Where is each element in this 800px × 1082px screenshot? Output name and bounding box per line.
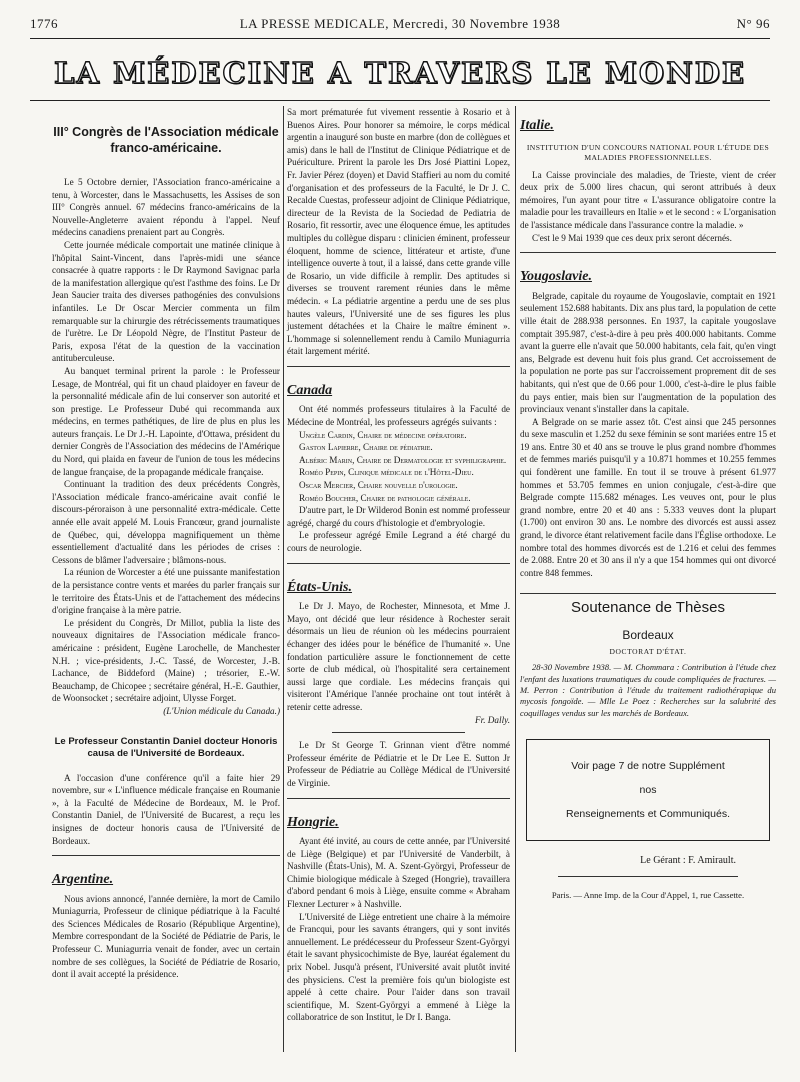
paragraph: Le Dr J. Mayo, de Rochester, Minnesota, et Mme J. Mayo, ont décidé que leur résidence à Rochester serait désormais un lieu de réunion où les médecins pourraient échanger des idées pour le bénéfice de l'humanité ». Une fondation particulière assure le fonctionnement de cette sorte de club médical, où l'hospitalité sera certainement aussi large que cordiale. Les médecins français qui visiteront l'Amérique l'année prochaine ont tout intérêt à retenir cette adresse. xyxy=(287,601,510,712)
separator xyxy=(287,366,510,367)
supplement-line: nos xyxy=(639,784,657,797)
country-heading: Hongrie. xyxy=(287,814,339,830)
paragraph: A l'occasion d'une conférence qu'il a faite hier 29 novembre, sur « L'influence médicale française en Roumanie », à la Faculté de Médecine de Bordeaux, M. le Prof. Constantin Daniel, de l'Université de Bucarest, a reçu les insignes de docteur honoris causa de l'Université de Bordeaux. xyxy=(52,772,280,846)
separator xyxy=(287,798,510,799)
paragraph: Nous avions annoncé, l'année dernière, la mort de Camilo Muniagurria, Professeur de clinique pédiatrique à la Faculté des Sciences Médicales de Rosario (République Argentine), Membre correspondant de la Société de Pédiatrie de Paris, le Professeur C. Muniagurria venait de fonder, avec un certain nombre de ses collègues, la Société de Pédiatrie de Rosario, dont il avait accepté la présidence. xyxy=(52,893,280,980)
article-title: III° Congrès de l'Association médicale franco-américaine. xyxy=(53,125,279,155)
journal-title: LA PRESSE MEDICALE, Mercredi, 30 Novembre 1938 xyxy=(239,16,561,31)
paragraph: Au banquet terminal prirent la parole : le Professeur Lesage, de Montréal, qui fit un chaud plaidoyer en faveur de la personnalité médicale afin de lui conserver son autorité et son prestige. Le Professeur Dubé qui recommanda aux médecins, en termes pathétiques, de lire de plus en plus les auteurs français. Le Dr J.-H. Lapointe, d'Ottawa, président du dernier Congrès de l'Association des médecins de l'Amérique du Nord, qui plaida en faveur de l'union de tous les médecins de langue française, de la propagande médicale française. xyxy=(52,365,280,477)
column-right xyxy=(520,106,776,901)
theses-heading: Soutenance de Thèses xyxy=(570,599,725,617)
column-middle xyxy=(287,106,510,1024)
paragraph: Le 5 Octobre dernier, l'Association franco-américaine a tenu, à Worcester, dans le Massachusetts, les Assises de son III° Congrès annuel. 67 médecins franco-américains de la Nouvelle-Angleterre avaient répondu à l'appel. Neuf médecins canadiens prenaient part au Congrès. xyxy=(52,177,280,238)
supplement-box xyxy=(526,739,770,841)
paragraph: L'Université de Liège entretient une chaire à la mémoire de Francqui, pour les savants étrangers, qui y sont invités annuellement. Le prédécesseur du Professeur Szent-Györgyi était le savant physicochimiste de Bye, lauréat également du prix Nobel. Jusqu'à présent, l'Université avait plutôt invité des physiciens. C'est la première fois qu'un biologiste est appelé à cette chaire. Pour l'aider dans son travail scientifique, M. Szent-Györgyi a emmené à Liège la collaboratrice de son Institut, le Dr I. Banga. xyxy=(287,911,510,1023)
list-item: Ungèle Cardin, Chaire de médecine opératoire. xyxy=(299,429,467,440)
paragraph: Continuant la tradition des deux précédents Congrès, l'Association médicale franco-américaine avait confié le discours-péroraison à une personnalité extra-médicale. Cette année elle avait appelé M. Louis Francœur, grand journaliste de Québec, qui, développa magnifiquement un thème essentiellement d'actualité dans les périodes de crises : Cessons de blâmer l'adversaire ; blâmons-nous. xyxy=(52,479,280,565)
header-rule xyxy=(30,38,770,39)
paragraph: Cette journée médicale comportait une matinée clinique à l'hôpital Saint-Vincent, dans l'après-midi une séance consacrée à quatre rapports : le Dr Raymond Savignac parla de la manifestation allergique qu'est l'asthme des foins. Le Dr Jean Saucier traita des diverses pathogénies des convulsions infantiles. Le Dr Oscar Mercier commenta un film remarquable sur la chirurgie des rétrécissements traumatiques de l'urètre. Le Dr Léopold Nègre, de l'Institut Pasteur de Paris, exposa l'état de la question de la vaccination antituberculeuse. xyxy=(52,239,280,364)
separator xyxy=(558,876,737,877)
paragraph: Ayant été invité, au cours de cette année, par l'Université de Liège (Belgique) et par l'Université de Vanderbilt, à Nashville (États-Unis), M. A. Szent-Györgyi, Professeur de Chimie biologique médicale à Szeged (Hongrie), travaillera d'abord pendant 6 mois à Liège, ensuite comme « Abraham Flexner Lecturer » à Nashville. xyxy=(287,836,510,910)
column-divider xyxy=(283,106,284,1052)
subheading: INSTITUTION D'UN CONCOURS NATIONAL POUR L'ÉTUDE DES MALADIES PROFESSIONNELLES. xyxy=(526,142,770,162)
list-item: Oscar Mercier, Chaire nouvelle d'urologie. xyxy=(299,480,458,491)
paragraph: Ont été nommés professeurs titulaires à la Faculté de Médecine de Montréal, les professeurs agrégés suivants : xyxy=(287,404,510,428)
country-heading: Yougoslavie. xyxy=(520,269,592,285)
paragraph: Sa mort prématurée fut vivement ressentie à Rosario et à Buenos Aires. Pour honorer sa mémoire, le corps médical argentin a inauguré son buste en marbre (don de collègues et amis) dans le hall de l'Institut de Clinique Pédiatrique et de Puériculture. Prirent la parole les Drs José Piattini Lopez, Fr. Javier Pérez (doyen) et David Staffieri au nom du comité d'organisation et des professeurs de la Faculté, le Dr J. C. Recalde Cuestas, professeur adjoint de Clinique Pédiatrique, directeur de la Revista de la Sociedad de Pediatria de Rosario, fit ressortir, avec une éloquence émue, les aptitudes multiples du collègue disparu : clinicien éminent, professeur éloquent, homme de science, littérateur et artiste, d'une intelligence ouverte à tout, il a laissé, dans cette grande ville de Rosario, un vide difficile à remplir. Des aptitudes si diverses se trouvent rarement réunies dans le même médecin. « La pédiatrie argentine a perdu une de ses plus hautes valeurs, l'Université une de ses figures les plus justement détachées et la Chaire le maître éminent ». L'hommage si solennellement rendu à Camilo Muniagurria était largement mérité. xyxy=(287,107,510,357)
publisher-manager: Le Gérant : F. Amirault. xyxy=(640,855,736,867)
country-heading: États-Unis. xyxy=(287,579,352,595)
paragraph: A Belgrade on se marie assez tôt. C'est ainsi que 245 personnes du sexe masculin et 1.252 du sexe féminin se sont mariées entre 15 et 19 ans. Entre 30 et 40 ans se trouve le plus grand nombre d'hommes et de femmes mariés puisqu'il y a 10.871 hommes et 10.255 femmes qui fondèrent une famille. En tout il se trouve à présent 61.977 hommes et 53.705 femmes en union conjugale, c'est-à-dire que Belgrade compte 115.682 ménages. Les veuves ont, pour le plus grand nombre, entre 20 et 40 ans : 5.333 veuves dont la plupart (1.700) ont environ 30 ans. Le nombre des divorcés est aussi assez grand, le divorce étant relativement facile dans l'Église orthodoxe. Le nombre total des hommes divorcés est de 1.216 et celui des femmes de 2.088. Entre 20 et 30 ans il n'y a que 154 hommes qui ont divorcé contre 848 femmes. xyxy=(520,416,776,578)
article-title: Le Professeur Constantin Daniel docteur Honoris causa de l'Université de Bordeaux. xyxy=(54,735,278,759)
paragraph: Le professeur agrégé Emile Legrand a été chargé du cours de neurologie. xyxy=(287,530,510,553)
supplement-line: Renseignements et Communiqués. xyxy=(565,808,730,821)
issue-number: N° 96 xyxy=(736,16,770,31)
page-header xyxy=(30,16,770,36)
separator xyxy=(287,563,510,564)
list-item: Roméo Pepin, Clinique médicale de l'Hôtel-Dieu. xyxy=(299,467,474,478)
list-item: Roméo Boucher, Chaire de pathologie générale. xyxy=(299,492,471,503)
banner-rule xyxy=(30,100,770,101)
theses-list: 28-30 Novembre 1938. — M. Chommara : Contribution à l'étude chez l'enfant des luxations traumatiques du coude compliquées de fractures. — M. Perron : Contribution à l'étude du traitement radiothérapique du mycosis fongoïde. — Mlle Le Poez : Recherches sur la salubrité des coquillages vendus sur les marchés de Bordeaux. xyxy=(520,662,776,718)
country-heading: Canada xyxy=(287,382,333,398)
article-author: Fr. Dally. xyxy=(475,714,510,725)
paragraph: Belgrade, capitale du royaume de Yougoslavie, comptait en 1921 seulement 152.688 habitants. Dix ans plus tard, la population de cette ville était de 288.938 personnes. En 1937, la capitale yougoslave comptait 395.987, c'est-à-dire à peu près 400.000 habitants. Comme avant la guerre elle n'avait que 50.000 habitants, cela fait, qu'en vingt ans, Belgrade est devenu huit fois plus grand. Cet accroissement de la population ne porte pas sur l'accroissement proprement dit de ses habitants, qui n'est que de 0.66 pour 1.000, c'est-à-dire le plus faible du pays entier, mais bien sur l'augmentation de la population des provinciaux venant s'installer dans la capitale. xyxy=(520,290,776,415)
theses-subheading: DOCTORAT D'ÉTAT. xyxy=(609,646,687,656)
page-number: 1776 xyxy=(30,16,58,31)
paragraph: Le Dr St George T. Grinnan vient d'être nommé Professeur émérite de Pédiatrie et le Dr Lee E. Sutton Jr Professeur de Pédiatrie au Collège Médical de l'Université de Virginie. xyxy=(287,740,510,788)
paragraph: La Caisse provinciale des maladies, de Trieste, vient de créer deux prix de 5.000 lires chacun, qui seront attribués à deux mémoires, l'un ayant pour titre « L'assurance obligatoire contre la maladie pour les travailleurs en Italie » et le second : « L'organisation de l'assistance médicale dans l'assurance contre la maladie. » xyxy=(520,169,776,230)
separator xyxy=(332,732,466,733)
paragraph: D'autre part, le Dr Wilderod Bonin est nommé professeur agrégé, chargé du cours d'histologie et d'embryologie. xyxy=(287,505,510,528)
country-heading: Argentine. xyxy=(52,872,114,888)
country-heading: Italie. xyxy=(520,118,554,133)
theses-city: Bordeaux xyxy=(622,628,674,642)
separator xyxy=(52,855,280,856)
separator xyxy=(520,593,776,594)
article-source: (L'Union médicale du Canada.) xyxy=(163,705,280,716)
list-item: Albéric Marin, Chaire de Dermatologie et syphiligraphie. xyxy=(299,454,507,465)
paragraph: La réunion de Worcester a été une puissante manifestation de la persistance contre vents et marées du parler français sur le territoire des États-Unis et de l'attachement des médecins d'origine française à la mère patrie. xyxy=(52,567,280,616)
paragraph: Le président du Congrès, Dr Millot, publia la liste des nouveaux dignitaires de l'Association médicale franco-américaine : président, Eugène Larochelle, de Manchester N.H. ; vice-présidents, J.-C. Tassé, de Worcester, J.-B. Lachance, de Biddeford (Maine) ; trésorier, E.-W. Beauchamp, de Chicopee ; secrétaire général, H.-E. Gauthier, de Woonsocket ; secrétaire adjoint, Ulysse Forget. xyxy=(52,617,280,704)
column-left xyxy=(52,106,280,981)
separator xyxy=(520,252,776,253)
paragraph: C'est le 9 Mai 1939 que ces deux prix seront décernés. xyxy=(532,232,732,243)
supplement-line: Voir page 7 de notre Supplément xyxy=(571,760,725,773)
column-divider xyxy=(515,106,516,1052)
section-banner: LA MÉDECINE A TRAVERS LE MONDE xyxy=(54,56,746,90)
printer-imprint: Paris. — Anne Imp. de la Cour d'Appel, 1, rue Cassette. xyxy=(551,889,745,900)
list-item: Gaston Lapierre, Chaire de pédiatrie. xyxy=(299,442,433,453)
